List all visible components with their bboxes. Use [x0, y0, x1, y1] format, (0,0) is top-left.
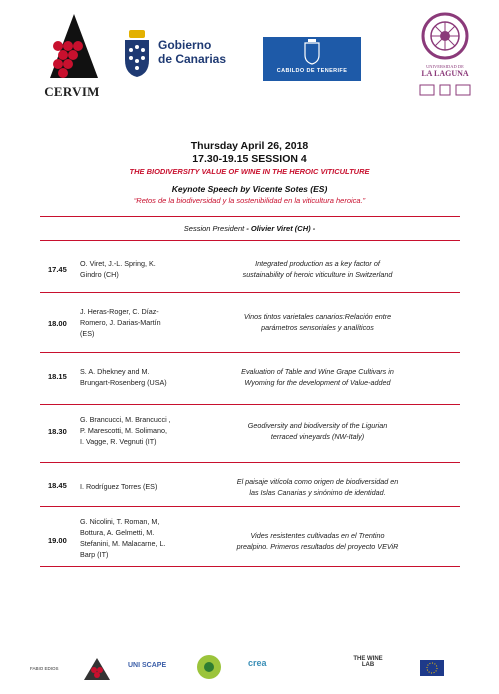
keynote-title: “Retos de la biodiversidad y la sostenibilidad en la viticultura heroica.” [133, 196, 366, 205]
talk-authors [80, 306, 200, 339]
gobierno-canarias-logo [120, 30, 235, 82]
divider-president [40, 240, 460, 241]
footer-uniscape: UNI SCAPE [128, 662, 167, 669]
divider-row [40, 352, 460, 353]
title-line: El paisaje vitícola como origen de biodiversidad en [236, 477, 399, 486]
cabildo-emblem-icon [263, 37, 361, 67]
talk-authors [80, 481, 200, 492]
author-line: J. Heras-Roger, C. Díaz- [80, 307, 159, 316]
talk-row [40, 414, 460, 460]
talk-title [210, 366, 425, 388]
title-line: sustainability of heroic viticulture in Switzerland [242, 270, 393, 279]
title-line: Integrated production as a key factor of [255, 259, 380, 268]
author-line: Brungart-Rosenberg (USA) [80, 378, 167, 387]
gobierno-text [158, 38, 226, 66]
talk-row [40, 516, 460, 566]
cervim-label: CERVIM [44, 84, 100, 99]
talk-row [40, 306, 460, 352]
talk-time: 18.15 [48, 372, 67, 381]
keynote-speaker: Keynote Speech by Vicente Sotes (ES) [171, 184, 328, 194]
session-heading [0, 140, 499, 206]
talk-time: 17.45 [48, 265, 67, 274]
la-laguna-small: UNIVERSIDAD DE [426, 64, 464, 69]
la-laguna-logo [410, 12, 480, 92]
talk-authors [80, 258, 200, 280]
author-line: (ES) [80, 329, 95, 338]
author-line: Barp (IT) [80, 550, 109, 559]
title-line: prealpino. Primeros resultados del proyecto VEViR [236, 542, 399, 551]
talk-time: 18.45 [48, 481, 67, 490]
la-laguna-text [410, 64, 480, 78]
author-line: G. Nicolini, T. Roman, M, [80, 517, 160, 526]
title-line: parámetros sensoriales y analíticos [261, 323, 374, 332]
footer-logo-1: FABIO EDIOS [30, 666, 59, 671]
talk-authors [80, 414, 200, 447]
author-line: Bottura, A. Gelmetti, M. [80, 528, 155, 537]
cervim-logo [40, 12, 104, 100]
president-name: - Olivier Viret (CH) - [246, 224, 316, 233]
divider-row [40, 404, 460, 405]
title-line: las Islas Canarias y sinónimo de identidad. [249, 488, 386, 497]
president-label: Session President [183, 224, 245, 233]
divider-row [40, 292, 460, 293]
divider-row [40, 506, 460, 507]
session-theme: THE BIODIVERSITY VALUE OF WINE IN THE HEROIC VITICULTURE [129, 167, 370, 176]
session-president [0, 224, 499, 233]
gobierno-line-2: de Canarias [158, 52, 227, 66]
talk-title [210, 476, 425, 498]
talk-row [40, 366, 460, 400]
footer-crea: crea [248, 658, 267, 668]
title-line: terraced vineyards (NW-Italy) [270, 432, 365, 441]
title-line: Wyoming for the development of Value-added [244, 378, 391, 387]
author-line: Romero, J. Darias-Martín [80, 318, 161, 327]
author-line: S. A. Dhekney and M. [80, 367, 150, 376]
session-slot: 17.30-19.15 SESSION 4 [192, 153, 307, 165]
cabildo-tenerife-logo [263, 37, 361, 81]
talk-row [40, 476, 460, 504]
cabildo-text: CABILDO DE TENERIFE [276, 68, 348, 74]
talk-time: 18.00 [48, 319, 67, 328]
title-line: Geodiversity and biodiversity of the Ligurian [247, 421, 388, 430]
title-line: Vinos tintos varietales canarios:Relación entre [243, 312, 392, 321]
footer-winelab: THE WINE LAB [353, 656, 383, 668]
la-laguna-big: LA LAGUNA [421, 69, 469, 78]
talk-authors [80, 516, 200, 560]
sponsor-footer [0, 650, 499, 690]
eu-flag-icon [420, 660, 444, 676]
talk-time: 19.00 [48, 536, 67, 545]
talk-authors [80, 366, 200, 388]
title-line: Evaluation of Table and Wine Grape Cultivars in [241, 367, 394, 376]
author-line: G. Brancucci, M. Brancucci , [80, 415, 171, 424]
divider-bottom [40, 566, 460, 567]
session-date: Thursday April 26, 2018 [190, 140, 309, 152]
author-line: O. Viret, J.-L. Spring, K. [80, 259, 156, 268]
talk-title [210, 420, 425, 442]
author-line: Gindro (CH) [80, 270, 119, 279]
author-line: I. Rodríguez Torres (ES) [80, 482, 158, 491]
title-line: Vides resistentes cultivadas en el Trentino [250, 531, 385, 540]
unesco-badges-icon [410, 84, 480, 98]
divider-top [40, 216, 460, 217]
author-line: Stefanini, M. Malacarne, L. [80, 539, 166, 548]
talk-time: 18.30 [48, 427, 67, 436]
coat-of-arms-icon [120, 30, 154, 78]
talk-title [210, 530, 425, 552]
talk-title [210, 258, 425, 280]
talk-title [210, 311, 425, 333]
divider-row [40, 462, 460, 463]
footer-grape-icon [82, 658, 112, 680]
grape-triangle-icon [40, 12, 104, 84]
gobierno-line-1: Gobierno [158, 38, 212, 52]
author-line: I. Vagge, R. Vegnuti (IT) [80, 437, 157, 446]
footer-circle-icon [196, 654, 222, 680]
author-line: P. Marescotti, M. Solimano, [80, 426, 167, 435]
university-seal-icon [410, 12, 480, 62]
